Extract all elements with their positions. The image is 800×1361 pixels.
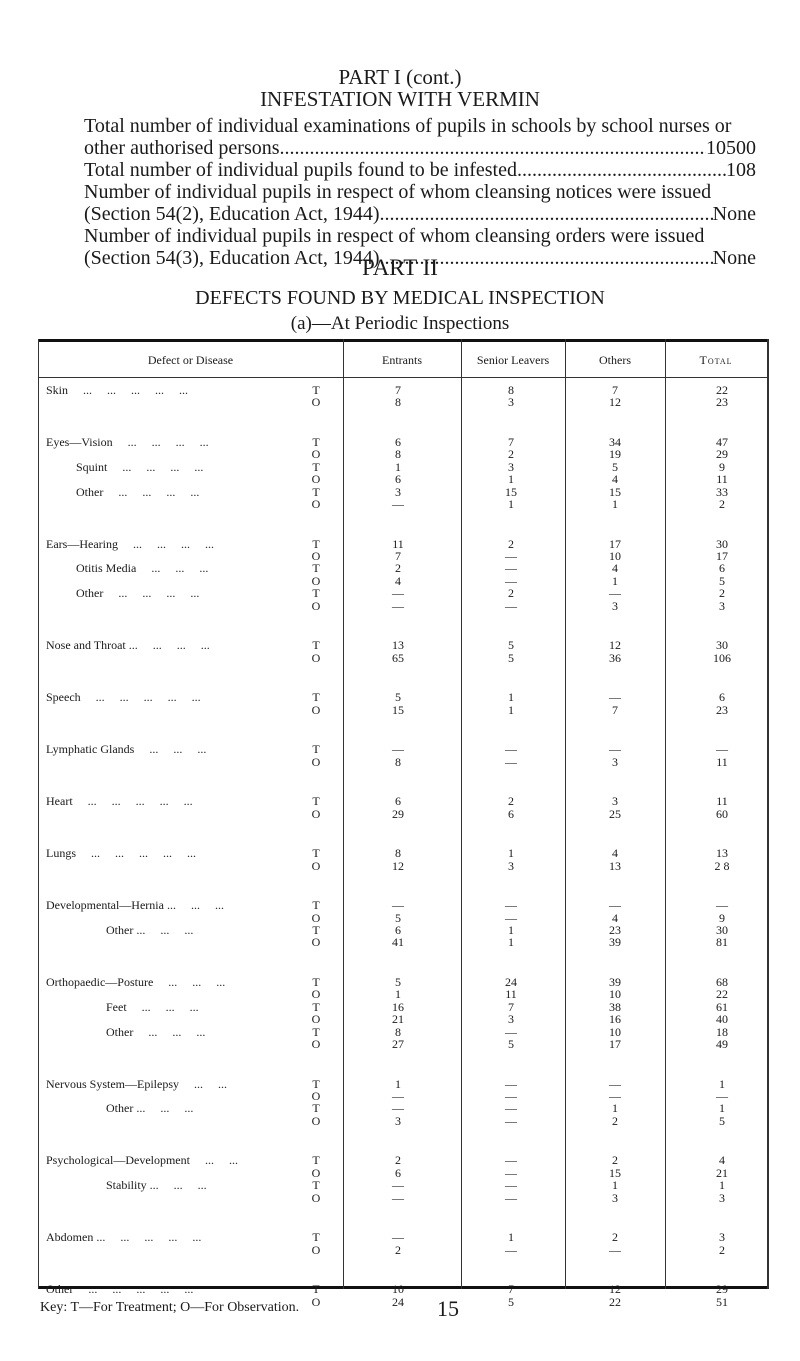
table-cell: 5 (508, 1294, 514, 1309)
table-cell: 2 (612, 1113, 618, 1128)
row-code: O (311, 650, 321, 665)
table-cell: 21 (716, 1165, 728, 1180)
leader-dots (517, 159, 726, 181)
table-cell: 5 (719, 573, 725, 588)
line-text: (Section 54(2), Education Act, 1944) (84, 203, 380, 225)
line-text: Total number of individual examinations of pupils in schools by school nurses or (84, 115, 732, 137)
table-cell: 3 (508, 459, 514, 474)
row-code: O (311, 598, 321, 613)
row-label: Abdomen ... ... ... ... ... (46, 1230, 202, 1245)
row-label: Lymphatic Glands ... ... ... (46, 742, 207, 757)
table-cell: 16 (392, 999, 404, 1014)
table-cell: 2 (508, 447, 514, 462)
row-label: Other ... ... ... (46, 923, 194, 937)
table-cell: 68 (716, 975, 728, 989)
paragraph-line (84, 181, 756, 203)
table-cell: 1 (612, 573, 618, 588)
table-cell: 5 (508, 650, 514, 665)
table-cell: 10 (392, 1282, 404, 1297)
table-cell: 60 (716, 806, 728, 821)
table-cell: 15 (505, 484, 517, 499)
table-cell: — (505, 1153, 517, 1168)
row-code: T (312, 459, 320, 474)
table-cell: 1 (508, 690, 514, 705)
row-label: Developmental—Hernia ... ... ... (46, 898, 224, 913)
row-code: T (312, 846, 320, 861)
row-code: T (312, 484, 320, 499)
table-cell: 1 (508, 702, 514, 717)
table-cell: — (609, 690, 621, 705)
line-value: 10500 (706, 137, 756, 159)
table-cell: 23 (716, 702, 728, 717)
row-code: T (312, 1101, 320, 1116)
table-cell: — (505, 1242, 517, 1257)
row-code: T (312, 898, 320, 913)
table-cell: 15 (609, 1165, 621, 1180)
row-label: Nose and Throat ... ... ... ... (46, 638, 210, 653)
table-cell: 2 (395, 1153, 401, 1168)
table-cell: — (505, 754, 517, 769)
table-cell: 7 (395, 549, 401, 563)
table-right-border (767, 339, 769, 1289)
header-defect: Defect or Disease (147, 353, 234, 367)
paragraph-line (84, 115, 756, 137)
table-cell: 29 (716, 447, 728, 462)
table-cell: 1 (508, 472, 514, 487)
table-cell: 4 (395, 573, 401, 588)
table-cell: — (392, 598, 404, 613)
table-cell: 8 (395, 846, 401, 861)
table-cell: 3 (719, 598, 725, 613)
table-cell: 13 (392, 638, 404, 653)
table-cell: 106 (713, 650, 731, 665)
table-cell: 2 (508, 536, 514, 551)
table-cell: 5 (612, 459, 618, 474)
column-divider (343, 339, 344, 1289)
table-cell: 17 (716, 549, 728, 563)
table-cell: 5 (508, 1037, 514, 1051)
row-code: T (312, 586, 320, 601)
table-cell: — (716, 898, 728, 913)
row-code: T (312, 1024, 320, 1039)
table-cell: 15 (392, 702, 404, 717)
table-cell: 12 (609, 1282, 621, 1297)
table-cell: 4 (612, 910, 618, 925)
table-cell: — (505, 1113, 517, 1128)
row-code: T (312, 690, 320, 705)
table-cell: 29 (716, 1282, 728, 1297)
table-cell: 1 (612, 1101, 618, 1116)
row-code: T (312, 794, 320, 809)
table-cell: — (392, 586, 404, 601)
row-code: O (311, 1037, 321, 1051)
table-cell: — (505, 573, 517, 588)
table-cell: 10 (609, 987, 621, 1002)
row-code: O (311, 987, 321, 1002)
table-cell: 33 (716, 484, 728, 499)
table-cell: — (505, 561, 517, 576)
table-cell: 8 (395, 754, 401, 769)
part1-title: PART I (cont.) (338, 65, 462, 89)
row-code: O (311, 1190, 321, 1205)
row-code: O (311, 910, 321, 925)
row-code: O (311, 1113, 321, 1128)
row-code: O (311, 1294, 321, 1309)
part2-subtitle: DEFECTS FOUND BY MEDICAL INSPECTION (195, 287, 605, 309)
table-cell: 3 (719, 1230, 725, 1245)
table-cell: 3 (508, 858, 514, 873)
table-cell: 11 (716, 754, 728, 769)
row-code: T (312, 1282, 320, 1297)
table-cell: 30 (716, 536, 728, 551)
row-label: Other ... ... ... (46, 1024, 206, 1039)
table-cell: 11 (716, 472, 728, 487)
table-cell: 11 (505, 987, 517, 1002)
table-cell: — (505, 1165, 517, 1180)
line-value: 108 (726, 159, 756, 181)
row-label: Skin ... ... ... ... ... (46, 383, 189, 397)
line-text: Total number of individual pupils found to be infested (84, 159, 517, 181)
table-cell: — (392, 497, 404, 511)
table-cell: 2 (395, 1242, 401, 1257)
row-code: T (312, 638, 320, 653)
table-cell: 6 (395, 435, 401, 449)
table-cell: 12 (609, 638, 621, 653)
table-cell: — (392, 1230, 404, 1245)
table-cell: 1 (508, 497, 514, 511)
table-cell: 5 (395, 975, 401, 989)
table-cell: 1 (719, 1076, 725, 1091)
table-cell: 22 (609, 1294, 621, 1309)
table-cell: — (609, 1089, 621, 1103)
header-rule (38, 377, 768, 378)
table-cell: 6 (719, 561, 725, 576)
table-cell: 3 (612, 598, 618, 613)
row-label: Heart ... ... ... ... ... (46, 794, 193, 809)
table-cell: 22 (716, 987, 728, 1002)
row-label: Squint ... ... ... ... (46, 459, 204, 474)
table-cell: — (505, 549, 517, 563)
row-code: O (311, 573, 321, 588)
line-text: Number of individual pupils in respect of whom cleansing notices were issued (84, 181, 712, 203)
leader-dots (280, 137, 706, 159)
table-cell: 23 (716, 395, 728, 410)
table-cell: 4 (719, 1153, 725, 1168)
table-cell: 3 (508, 395, 514, 410)
row-code: T (312, 435, 320, 449)
table-cell: 61 (716, 999, 728, 1014)
section-heading: (a)—At Periodic Inspections (290, 313, 510, 334)
row-code: O (311, 754, 321, 769)
table-cell: 30 (716, 638, 728, 653)
table-cell: 2 (508, 586, 514, 601)
table-cell: 9 (719, 910, 725, 925)
row-label: Stability ... ... ... (46, 1178, 207, 1193)
table-cell: 18 (716, 1024, 728, 1039)
row-code: O (311, 1089, 321, 1103)
row-code: O (311, 806, 321, 821)
row-code: O (311, 858, 321, 873)
row-code: O (311, 395, 321, 410)
table-cell: 21 (392, 1012, 404, 1027)
line-text: (Section 54(3), Education Act, 1944) (84, 247, 380, 269)
part1-subtitle: INFESTATION WITH VERMIN (260, 87, 540, 111)
paragraph-line (84, 159, 756, 181)
row-code: T (312, 975, 320, 989)
row-label: Otitis Media ... ... ... (46, 561, 209, 576)
row-code: T (312, 1178, 320, 1193)
table-cell: 11 (392, 536, 404, 551)
row-code: O (311, 1165, 321, 1180)
table-cell: 16 (609, 1012, 621, 1027)
row-code: O (311, 1012, 321, 1027)
table-cell: 10 (609, 549, 621, 563)
table-cell: 23 (609, 923, 621, 937)
table-cell: 8 (395, 1024, 401, 1039)
table-cell: 2 (508, 794, 514, 809)
table-cell: 1 (508, 1230, 514, 1245)
row-code: T (312, 1153, 320, 1168)
table-cell: — (505, 1178, 517, 1193)
table-cell: — (392, 1101, 404, 1116)
table-cell: 9 (719, 459, 725, 474)
table-cell: 1 (395, 1076, 401, 1091)
table-cell: 4 (612, 472, 618, 487)
table-cell: 41 (392, 935, 404, 950)
table-cell: 1 (508, 846, 514, 861)
row-label: Lungs ... ... ... ... ... (46, 846, 196, 861)
table-cell: 7 (508, 435, 514, 449)
table-cell: 7 (508, 999, 514, 1014)
header-others: Others (599, 353, 631, 367)
table-cell: 2 (612, 1230, 618, 1245)
row-code: T (312, 1230, 320, 1245)
table-cell: 7 (508, 1282, 514, 1297)
column-divider (665, 339, 666, 1289)
table-cell: — (392, 1190, 404, 1205)
table-key: Key: T—For Treatment; O—For Observation. (40, 1300, 300, 1315)
table-cell: 36 (609, 650, 621, 665)
row-code: T (312, 536, 320, 551)
table-cell: — (392, 1178, 404, 1193)
table-cell: 7 (395, 383, 401, 397)
table-cell: 2 (612, 1153, 618, 1168)
table-cell: 3 (719, 1190, 725, 1205)
table-cell: 3 (612, 794, 618, 809)
table-cell: 3 (395, 484, 401, 499)
table-cell: — (505, 910, 517, 925)
table-cell: 3 (612, 1190, 618, 1205)
table-cell: 3 (612, 754, 618, 769)
table-cell: 1 (395, 987, 401, 1002)
row-label: Nervous System—Epilepsy ... ... (46, 1076, 227, 1091)
table-cell: — (392, 742, 404, 757)
table-cell: — (609, 1242, 621, 1257)
table-cell: 7 (612, 383, 618, 397)
table-cell: — (505, 1076, 517, 1091)
paragraph-line (84, 203, 756, 225)
row-code: O (311, 1242, 321, 1257)
table-cell: — (505, 742, 517, 757)
table-cell: 34 (609, 435, 621, 449)
table-cell: 12 (392, 858, 404, 873)
table-cell: 65 (392, 650, 404, 665)
table-cell: — (505, 898, 517, 913)
table-cell: — (609, 1076, 621, 1091)
table-cell: 1 (612, 497, 618, 511)
row-label: Orthopaedic—Posture ... ... ... (46, 975, 226, 989)
line-value: None (712, 247, 756, 269)
table-cell: 3 (508, 1012, 514, 1027)
table-cell: 6 (719, 690, 725, 705)
header-total: Total (699, 353, 733, 367)
table-left-border (38, 339, 39, 1289)
table-cell: 1 (508, 923, 514, 937)
row-label: Other ... ... ... ... ... (46, 1282, 194, 1297)
table-top-rule (38, 339, 768, 342)
table-cell: 2 (719, 497, 725, 511)
table-cell: 1 (508, 935, 514, 950)
table-cell: 6 (395, 794, 401, 809)
table-cell: 6 (395, 1165, 401, 1180)
row-label: Other ... ... ... ... (46, 484, 200, 499)
table-cell: 8 (508, 383, 514, 397)
table-cell: 81 (716, 935, 728, 950)
table-cell: 5 (719, 1113, 725, 1128)
paragraph-line (84, 137, 756, 159)
table-cell: 5 (508, 638, 514, 653)
table-cell: 8 (395, 447, 401, 462)
table-cell: — (609, 898, 621, 913)
column-divider (565, 339, 566, 1289)
table-cell: 5 (395, 690, 401, 705)
table-cell: 1 (395, 459, 401, 474)
table-cell: — (505, 598, 517, 613)
row-label: Feet ... ... ... (46, 999, 199, 1014)
table-cell: 13 (716, 846, 728, 861)
table-cell: — (505, 1101, 517, 1116)
row-code: T (312, 1076, 320, 1091)
table-cell: 39 (609, 975, 621, 989)
table-cell: 15 (609, 484, 621, 499)
table-cell: 8 (395, 395, 401, 410)
table-cell: 25 (609, 806, 621, 821)
table-cell: 38 (609, 999, 621, 1014)
table-cell: — (392, 898, 404, 913)
table-cell: 40 (716, 1012, 728, 1027)
table-cell: 7 (612, 702, 618, 717)
table-cell: 10 (609, 1024, 621, 1039)
table-cell: 6 (508, 806, 514, 821)
row-code: O (311, 447, 321, 462)
row-code: T (312, 999, 320, 1014)
paragraph-line (84, 225, 756, 247)
table-cell: 12 (609, 395, 621, 410)
column-divider (461, 339, 462, 1289)
part1-paragraph (84, 115, 756, 269)
table-cell: 2 8 (714, 858, 730, 873)
row-code: O (311, 472, 321, 487)
row-code: O (311, 935, 321, 950)
table-cell: 30 (716, 923, 728, 937)
table-cell: 1 (719, 1101, 725, 1116)
table-cell: — (716, 742, 728, 757)
table-cell: — (716, 1089, 728, 1103)
table-cell: 39 (609, 935, 621, 950)
table-cell: 2 (719, 1242, 725, 1257)
leader-dots (380, 203, 713, 225)
page-number: 15 (437, 1296, 459, 1321)
table-cell: — (505, 1024, 517, 1039)
table-cell: 29 (392, 806, 404, 821)
table-cell: 27 (392, 1037, 404, 1051)
table-cell: 1 (719, 1178, 725, 1193)
table-cell: 13 (609, 858, 621, 873)
table-cell: 22 (716, 383, 728, 397)
table-cell: 51 (716, 1294, 728, 1309)
table-cell: 17 (609, 536, 621, 551)
line-value: None (712, 203, 756, 225)
table-cell: 49 (716, 1037, 728, 1051)
row-code: O (311, 549, 321, 563)
row-label: Speech ... ... ... ... ... (46, 690, 201, 705)
table-cell: 5 (395, 910, 401, 925)
row-code: T (312, 923, 320, 937)
table-cell: 3 (395, 1113, 401, 1128)
row-code: T (312, 742, 320, 757)
row-code: T (312, 561, 320, 576)
row-label: Ears—Hearing ... ... ... ... (46, 536, 214, 551)
header-senior-leavers: Senior Leavers (476, 353, 550, 367)
table-cell: 24 (392, 1294, 404, 1309)
table-cell: 19 (609, 447, 621, 462)
row-label: Other ... ... ... ... (46, 586, 200, 601)
table-cell: — (505, 1190, 517, 1205)
row-label: Other ... ... ... (46, 1101, 194, 1116)
line-text: other authorised persons (84, 137, 280, 159)
table-cell: 4 (612, 846, 618, 861)
table-cell: 47 (716, 435, 728, 449)
table-cell: 17 (609, 1037, 621, 1051)
table-cell: — (609, 586, 621, 601)
row-code: O (311, 702, 321, 717)
table-cell: 11 (716, 794, 728, 809)
row-code: T (312, 383, 320, 397)
table-cell: 1 (612, 1178, 618, 1193)
row-label: Eyes—Vision ... ... ... ... (46, 435, 209, 449)
table-cell: 6 (395, 472, 401, 487)
part2-title: PART II (362, 255, 438, 280)
table-cell: — (392, 1089, 404, 1103)
table-cell: — (505, 1089, 517, 1103)
table-cell: 6 (395, 923, 401, 937)
row-code: O (311, 497, 321, 511)
line-text: Number of individual pupils in respect of whom cleansing orders were issued (84, 225, 705, 247)
table-cell: — (609, 742, 621, 757)
table-cell: 2 (395, 561, 401, 576)
table-cell: 4 (612, 561, 618, 576)
table-cell: 2 (719, 586, 725, 601)
header-entrants: Entrants (382, 353, 422, 367)
row-label: Psychological—Development ... ... (46, 1153, 238, 1168)
table-cell: 24 (505, 975, 517, 989)
